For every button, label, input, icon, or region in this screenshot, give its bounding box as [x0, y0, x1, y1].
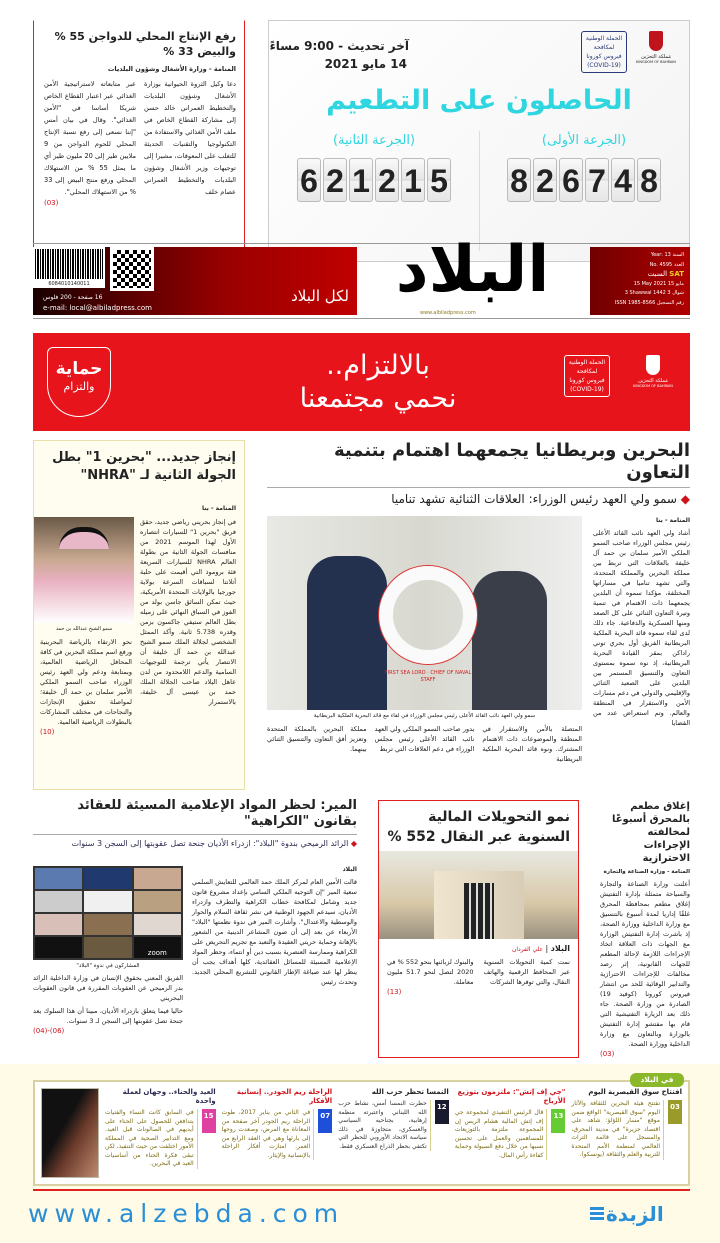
strip-title: افتتاح سوق القيصرية اليوم	[588, 1088, 682, 1096]
kingdom-ar: مَملكة البَحرَين	[641, 54, 671, 60]
year: Year: 13 السنة	[650, 252, 684, 258]
zoom-meeting-photo	[33, 866, 183, 960]
transfers-photo	[379, 851, 578, 939]
bahrain-emblem	[628, 355, 678, 388]
page-ref: (10)	[40, 728, 55, 736]
mir-col2: الفريق المعني بحقوق الإنسان في وزارة الداخلية الرائد بدر الرميحي عن العقوبات المقررة في قانون العقوبات البحريني	[33, 974, 183, 1002]
strip-text: في الثاني من يناير 2017، طوت الراحلة ريم الجودر آخر صفحة من المعاناة مع المرض، وصعدت روحها إلى بارئها وهي في العقد الرابع من العمر. امتازت أفكار الراحلة بالإنسانية والإيثار.	[222, 1109, 315, 1160]
dose2	[269, 133, 479, 202]
top-article-col1: دعا وكيل الثروة الحيوانية بوزارة الأشغال وشؤون البلديات والتخطيط العمراني خالد حسن إلى مشاركة القطاع الخاص في ملف الأمن الغذائي والاستفادة من التكنولوجيا والتقنيات الحديثة للتغلب على المعوقات، مشيرا إلى توجيهات وزير الأشغال وشؤون البلديات والتخطيط العمراني عصام خلف	[144, 80, 236, 196]
newspaper-logo[interactable]: البلاد	[395, 233, 550, 307]
protection-badge	[47, 347, 111, 417]
strip-item[interactable]	[338, 1088, 449, 1178]
kingdom-en: KINGDOM OF BAHRAIN	[633, 384, 673, 388]
transfers-columns	[379, 957, 578, 997]
banner-line2: نحمي مجتمعنا	[299, 383, 457, 414]
rule	[33, 834, 357, 835]
albilad-mini-logo: البلاد	[550, 944, 570, 953]
issue-info	[590, 247, 690, 315]
transfers-col2: والبنوك لزبائنها بنحو 552 % في 2020 لتصل لنحو 51.7 مليون معاملة.	[387, 958, 474, 986]
dose2-counter	[269, 158, 479, 202]
sidebar-story[interactable]	[33, 440, 245, 790]
page-number-tag: 15	[202, 1109, 216, 1133]
lead-caption: سمو ولي العهد نائب القائد الأعلى رئيس مجلس الوزراء في لقاء مع قائد البحرية الملكية البريطانية	[313, 713, 536, 719]
counter-digit: 1	[401, 158, 425, 202]
dose1	[479, 133, 689, 202]
restaurant-text: أعلنت وزارة الصناعة والتجارة والسياحة متمثلة بإدارة التفتيش إغلاق مطعم بمحافظة المحرق غلقًا إداريا لمدة أسبوع بالتنسيق مع وزارة الداخلية ووزارة الصحة، إذ باشرت إدارة التفتيش الوزارة مع الجهات ذات العلاقة اتخاذ الإجراءات اللازمة لإحالة المطعم للجهات القانونية، إثر رصد مخالفات للإجراءات الاحترازية والتدابير الوقائية للحد من انتشار فيروس كورونا (كوفيد 19) الصادرة من وزارة الصحة. جاء ذلك بعد الزيارة التفتيشية التي قام بها مفتشو إدارة التفتيش بالوزارة وبالتعاون مع وزارة الداخلية ووزارة الصحة.	[600, 880, 690, 1048]
counter-digit: 6	[559, 158, 583, 202]
mir-caption: المشاركون في ندوة "البلاد"	[76, 963, 140, 969]
rule	[267, 487, 690, 488]
mir-col3: حاليا فيما يتعلق بازدراء الأديان، مبينا أن هذا السلوك يعد جنحة تصل عقوبتها إلى السجن لـ 3 سنوات.	[33, 1007, 183, 1025]
sidebar-headline: إنجاز جديد... "بحرين 1" بطل الجولة الثانية لـ "NHRA"	[52, 450, 236, 483]
campaign-badge	[581, 31, 627, 73]
counter-digit: 7	[585, 158, 609, 202]
rule	[33, 243, 690, 244]
kingdom-en: KINGDOM OF BAHRAIN	[636, 60, 676, 64]
counter-digit: 8	[637, 158, 661, 202]
emblem-icon	[649, 31, 663, 51]
transfers-story[interactable]	[378, 800, 579, 1058]
lead-photo	[267, 516, 582, 710]
day-ar: السبت	[647, 270, 668, 278]
mir-lower-columns	[33, 973, 183, 1036]
page-ref: (04)-(06)	[33, 1027, 65, 1035]
counter-digit: 2	[533, 158, 557, 202]
lead-col2: المتصلة بالأمن والاستقرار في المنطقة والموضوعات ذات الاهتمام المشترك. ونوه قائد البحرية الملكية البريطانية	[482, 725, 582, 763]
sidebar-photo	[34, 517, 134, 623]
banner-slogan	[263, 349, 493, 415]
top-article[interactable]	[33, 20, 245, 260]
day-en: SAT	[669, 270, 684, 278]
mir-headline[interactable]: المير: لحظر المواد الإعلامية المسيئة للعقائد بقانون "الكراهية"	[77, 798, 357, 829]
campaign-badge	[564, 355, 610, 397]
sidebar-col2: نحو الارتقاء بالرياضة البحرينية ورفع اسم مملكة البحرين في كافة المحافل الرياضية العالمية، وبمتابعة ودعم ولي العهد رئيس الوزراء صاحب السمو الملكي الأمير سلمان بن حمد آل خليفة؛ لمواصلة تحقيق الإنجازات والنجاحات في مختلف المشاركات بالبطولات الرياضية العالمية.	[40, 638, 132, 726]
date: 15 May 2021 15 مايو	[633, 280, 684, 287]
dose2-label: (الجرعة الثانية)	[332, 133, 416, 148]
page-number-tag: 07	[318, 1109, 332, 1133]
zoom-label: zoom	[134, 937, 181, 958]
restaurant-story[interactable]	[600, 800, 690, 1059]
strip-text: قال الرئيس التنفيذي لمجموعة جي إف إتش المالية هشام الريس إن المجموعة ملتزمة بالتوزيعات للمساهمين والعمل على تحسين نسبها من خلال دفع السيولة وحماية كفاءة رأس المال.	[455, 1109, 548, 1160]
campaign-text: الحملة الوطنية لمكافحة فيروس كورونا	[585, 35, 623, 60]
building	[434, 871, 524, 939]
hijri-date: 3 Shawwal 1442 3 شوال	[624, 290, 684, 296]
logo-lines-icon	[590, 1207, 604, 1221]
lifebuoy-text: FIRST SEA LORD · CHIEF OF NAVAL STAFF	[384, 670, 472, 683]
update-info	[270, 37, 409, 73]
strip-item[interactable]	[222, 1088, 333, 1178]
lead-subhead: ◆ سمو ولي العهد رئيس الوزراء: العلاقات الثنائية تشهد تناميا	[391, 492, 690, 506]
restaurant-byline: المنامة - وزارة الصناعة والتجارة	[603, 869, 690, 875]
lead-col4: مملكة البحرين بالمملكة المتحدة وتعزيز أفق التعاون والتنسيق الثنائي بينهما.	[266, 725, 367, 753]
covid-vaccination-box	[268, 20, 690, 262]
top-article-col2: عبر متابعاته لاستراتيجية الأمن الغذائي عبر اعتبار القطاع الخاص شريكا أساسا في "الأمن الغذائي". وقال في بيان أمس "إننا نسعى إلى رفع نسبة الإنتاج المحلي للحوم الدواجن من 9 ملايين طير إلى 20 مليون طير أي ما يمثل 55 % من الاستهلاك المحلي ورفع منتج البيض إلى 33 % من الاستهلاك المحلي".	[44, 80, 136, 196]
emblem-icon	[646, 355, 660, 375]
mir-col1-wrap	[192, 866, 357, 987]
officer-figure	[307, 556, 387, 710]
dose1-counter	[479, 158, 689, 202]
badge-line2: والتزام	[63, 380, 95, 393]
kingdom-ar: مَملكة البَحرَين	[638, 378, 668, 384]
qr-code[interactable]	[110, 247, 154, 291]
counter-digit: 2	[323, 158, 347, 202]
issue-number: No. 4595 العدد	[649, 261, 684, 268]
strip-text: في السابق كانت النساء والفتيات يتدافعن للحصول على الحناء على أيديهم في الصالونات قبل العيد. ومع التدابير الصحية في المملكة الأمور اختلفت من حيث التنفيذ، لكن تبقى فكرة الحناء من أساسيات العيد في البحرين.	[105, 1109, 198, 1169]
minister-figure	[472, 571, 547, 710]
restaurant-headline: إغلاق مطعم بالمحرق أسبوعًا لمخالفته الإجراءات الاحترازية	[611, 801, 690, 864]
page-ref: (03)	[44, 199, 59, 207]
lead-col1-wrap	[593, 516, 690, 728]
website-link[interactable]: www.albiladpress.com	[420, 310, 476, 316]
covid-ad-banner[interactable]	[33, 333, 690, 431]
ghutra	[59, 527, 109, 549]
author: علي الفردان	[511, 946, 544, 953]
lifebuoy	[379, 566, 477, 664]
vaccinated-title: الحاصلون على التطعيم	[326, 85, 632, 116]
strip-title: "جي إف إتش": ملتزمون بتوزيع الأرباح	[457, 1088, 566, 1105]
page-number-tag: 12	[435, 1100, 449, 1124]
lead-col1: أشاد ولي العهد نائب القائد الأعلى رئيس مجلس الوزراء صاحب السمو الملكي الأمير سلمان بن حمد آل خليفة بالعلاقات التي تربط بين مملكة البحرين والمملكة المتحدة، والتي تشهد تناميا في مساراتها المختلفة، مؤكدا سموه أن البلدين يجمعهما ذات الاهتمام في تنمية وتيرة التعاون الثنائي على كل الصعد ومنها العسكرية والدفاعية. جاء ذلك لدى لقاء سموه قائد البحرية الملكية البريطانية الفريق أول بحري توني راداكن بمقر القيادة البحرية البريطانية، إذ نوه سموه بمستوى التعاون والتنسيق المستمر بين البلدين على الصعيد الثنائي والإقليمي والدولي في دعم مسارات الأمن والاستقرار في المنطقة والعالم. وتم استعراض عدد من القضايا	[593, 529, 690, 727]
strip-text: حظرت النمسا أمس، نشاط حزب الله اللبناني واعتبرته منظمة إرهابية، بجناحيه السياسي والعسكري، متجاوزة في ذلك سياسة الاتحاد الأوروبي للحظر التي تكتفي بحظر الذراع العسكري فقط.	[338, 1100, 431, 1151]
sidebar-byline: المنامة - بنا	[201, 505, 236, 512]
strip-item[interactable]	[571, 1088, 682, 1178]
footer-logo[interactable]	[590, 1200, 664, 1228]
barcode	[33, 247, 105, 281]
counter-digit: 4	[611, 158, 635, 202]
email-link[interactable]: e-mail: local@albiladpress.com	[43, 304, 152, 312]
mir-subhead: ◆ الرائد الرميحي بندوة "البلاد": ازدراء الأديان جنحة تصل عقوبتها إلى السجن 3 سنوات	[71, 839, 357, 848]
bahrain-emblem	[631, 31, 681, 64]
strip-label: في البلاد	[630, 1073, 684, 1087]
transfers-headline: نمو التحويلات المالية السنوية عبر النقال 552 %	[387, 809, 570, 845]
issn: ISSN 1985-8566 رقم التسجيل	[614, 299, 684, 306]
page-ref: (03)	[600, 1050, 615, 1058]
mir-byline: البلاد	[342, 866, 357, 873]
campaign-text: الحملة الوطنية لمكافحة فيروس كورونا	[568, 359, 606, 384]
counter-digit: 2	[375, 158, 399, 202]
lead-lower-columns	[267, 724, 582, 764]
mir-text: قالت الأمين العام لمركز الملك حمد العالمي للتعايش السلمي سعية المير "إن التوجيه الملكي السامي بإعداد مشروع قانون جديد وشامل لمكافحة خطاب الكراهية والتطرف وازدراء الأديان، سيدعم الجهود الوطنية في نشر ثقافة السلام والحوار والوسطية والاعتدال". وأشارت المير في ندوة نظمتها "البلاد" الأربعاء عن بعد إلى أن صون المشاعر الدينية من الشعور بالإهانة وحماية حريتي العقيدة والتعبد مع تجريم التحريض على الكراهية وممارسة العنصرية بسبب دين أو انتماء، وحظر المواد الإعلامية المسيئة للمسائل العقائدية، كلها أهداف يجب أن ينظر لها عند صياغة الإطار القانوني للتشريع المحلي الجديد. وتحدث رئيس	[192, 878, 357, 986]
counter-digit: 6	[297, 158, 321, 202]
barcode-number: 6084010140011	[33, 281, 105, 288]
lead-headline[interactable]: البحرين وبريطانيا يجمعهما اهتمام بتنمية التعاون	[333, 440, 690, 483]
update-time: آخر تحديث - 9:00 مساءً	[269, 39, 409, 53]
in-albilad-strip	[33, 1080, 690, 1186]
campaign-code: (COVID-19)	[570, 386, 604, 393]
strip-item[interactable]	[455, 1088, 566, 1178]
slogan: لكل البلاد	[291, 287, 349, 305]
strip-text: تفتتح هيئة البحرين للثقافة والآثار اليوم "سوق القيصرية" الواقع ضمن موقع "مسار اللؤلؤ: شاهد على اقتصاد جزيرة" في مدينة المحرق، والمسجل على قائمة التراث العالمي لمنظمة الأمم المتحدة للتربية والعلم والثقافة (يونسكو).	[571, 1100, 664, 1160]
lead-subhead-text: سمو ولي العهد رئيس الوزراء: العلاقات الثنائية تشهد تناميا	[391, 492, 677, 506]
rule	[33, 1189, 690, 1191]
page-number-tag: 13	[551, 1109, 565, 1133]
transfers-col1: نمت كمية التحويلات السنوية عبر المحافظ الرقمية والهاتف النقال، والتي توفرها الشركات	[483, 958, 570, 986]
strip-title: الراحلة ريم الجودر.. إنسانية الأفكار	[236, 1088, 333, 1105]
campaign-code: (COVID-19)	[587, 62, 621, 69]
top-article-headline: رفع الإنتاج المحلي للدواجن 55 % والبيض 33 %	[54, 30, 236, 58]
zebda-logo-text: الزبدة	[606, 1202, 664, 1226]
banner-line1: بالالتزام..	[326, 350, 430, 381]
update-date: 14 مايو 2021	[324, 57, 407, 71]
page-number-tag: 03	[668, 1100, 682, 1124]
transfers-credit: البلاد | علي الفردان	[511, 944, 570, 953]
strip-item[interactable]	[105, 1088, 216, 1178]
top-article-byline: المنامة - وزارة الأشغال وشؤون البلديات	[107, 65, 236, 73]
mir-subhead-text: الرائد الرميحي بندوة "البلاد": ازدراء الأديان جنحة تصل عقوبتها إلى السجن 3 سنوات	[71, 839, 349, 848]
sidebar-caption: سمو الشيخ عبدالله بن حمد	[55, 626, 113, 632]
counter-digit: 5	[427, 158, 451, 202]
counter-digit: 8	[507, 158, 531, 202]
counter-digit: 1	[349, 158, 373, 202]
sidebar-col1: في إنجاز بحريني رياضي جديد، حقق فريق "بحرين 1" للسيارات انتصاره الأول لهذا الموسم 2021 من منافسات الجولة الثانية من بطولة العالم NHRA للسيارات السريعة فئة بروموذ التي أقيمت على حلبة أتلانتا لسباقات السرعة بولاية جورجيا بالولايات المتحدة الأمريكية، حيث تمكن السائق جاسن بولد من الفوز في السباق النهائي على زميله بطل العالم ستيفي جاكسون بزمن وقدره 5.738 ثانية. وأكد الممثل الشخصي لجلالة الملك سمو الشيخ عبدالله بن حمد آل خليفة أن الانتصار يأتي ترجمة للتوجيهات السامية والدعم اللامحدود من لدن عاهل البلاد صاحب الجلالة الملك حمد بن عيسى آل خليفة، بالاستمرار	[140, 518, 237, 706]
pages-price: 16 صفحة - 200 فلوس	[43, 294, 103, 301]
rule	[33, 318, 690, 319]
page-ref: (13)	[387, 988, 402, 996]
masthead-left-panel	[33, 247, 357, 315]
dose1-label: (الجرعة الأولى)	[541, 133, 627, 148]
strip-title: العيد والحناء.. وجهان لعملة واحدة	[122, 1088, 216, 1105]
lead-byline: المنامة - بنا	[655, 517, 690, 524]
henna-photo	[41, 1088, 99, 1178]
strip-title: النمسا تحظر حزب الله	[371, 1088, 449, 1096]
lead-col3: بدور صاحب السمو الملكي ولي العهد نائب القائد الأعلى رئيس مجلس الوزراء في دعم العلاقات التي تربط	[374, 725, 475, 753]
footer-url[interactable]: www.alzebda.com	[28, 1199, 345, 1228]
badge-line1: حماية	[55, 359, 103, 379]
